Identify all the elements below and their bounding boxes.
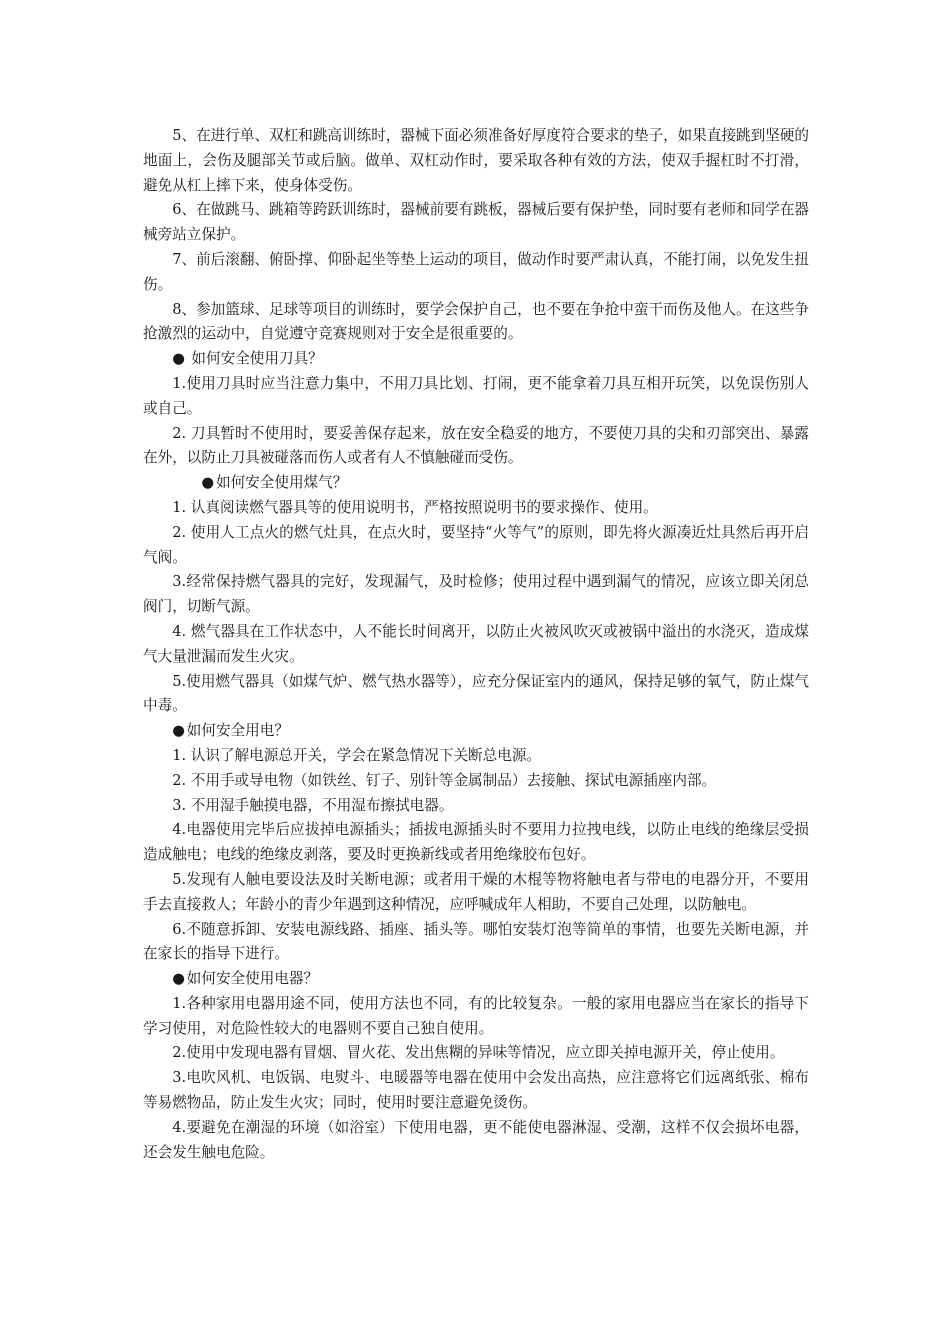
- heading-gas-text: 如何安全使用煤气？: [215, 474, 348, 492]
- document-body: [143, 124, 809, 1165]
- bullet-icon: ●: [201, 474, 215, 492]
- paragraph-gas-3: 3.经常保持燃气器具的完好，发现漏气，及时检修；使用过程中遇到漏气的情况，应该立即关闭总阀门，切断气源。: [143, 573, 809, 616]
- paragraph-sports-5: 5、在进行单、双杠和跳高训练时，器械下面必须准备好厚度符合要求的垫子，如果直接跳到坚硬的地面上，会伤及腿部关节或后脑。做单、双杠动作时，要采取各种有效的方法，使双手握杠时不打滑，避免从杠上摔下来，使身体受伤。: [143, 127, 810, 194]
- paragraph-knives-2: 2. 刀具暂时不使用时，要妥善保存起来，放在安全稳妥的地方，不要使刀具的尖和刃部突出、暴露在外，以防止刀具被碰落而伤人或者有人不慎触碰而受伤。: [143, 424, 809, 467]
- heading-gas: [143, 471, 809, 496]
- paragraph-electricity-3: 3. 不用湿手触摸电器，不用湿布擦拭电器。: [172, 796, 454, 814]
- paragraph-gas-5: 5.使用燃气器具（如煤气炉、燃气热水器等），应充分保证室内的通风，保持足够的氧气，防止煤气中毒。: [143, 672, 809, 715]
- heading-knives-text: 如何安全使用刀具？: [186, 350, 323, 368]
- paragraph-electricity-1: 1. 认识了解电源总开关，学会在紧急情况下关断总电源。: [172, 746, 542, 764]
- paragraph-knives-1: 1.使用刀具时应当注意力集中，不用刀具比划、打闹，更不能拿着刀具互相开玩笑，以免误伤别人或自己。: [143, 374, 809, 417]
- paragraph-sports-6: 6、在做跳马、跳箱等跨跃训练时，器械前要有跳板，器械后要有保护垫，同时要有老师和同学在器械旁站立保护。: [143, 201, 810, 244]
- heading-electricity-text: 如何安全用电？: [186, 722, 289, 740]
- paragraph-appliances-1: 1.各种家用电器用途不同，使用方法也不同，有的比较复杂。一般的家用电器应当在家长的指导下学习使用，对危险性较大的电器则不要自己独自使用。: [143, 994, 809, 1037]
- paragraph-electricity-2: 2. 不用手或导电物（如铁丝、钉子、别针等金属制品）去接触、探试电源插座内部。: [172, 771, 717, 789]
- paragraph-sports-7: 7、前后滚翻、俯卧撑、仰卧起坐等垫上运动的项目，做动作时要严肃认真，不能打闹，以免发生扭伤。: [143, 250, 810, 293]
- heading-appliances: [143, 967, 809, 992]
- paragraph-electricity-4: 4.电器使用完毕后应拔掉电源插头；插拔电源插头时不要用力拉拽电线，以防止电线的绝缘层受损造成触电；电线的绝缘皮剥落，要及时更换新线或者用绝缘胶布包好。: [143, 821, 809, 864]
- paragraph-electricity-5: 5.发现有人触电要设法及时关断电源；或者用干燥的木棍等物将触电者与带电的电器分开，不要用手去直接救人；年龄小的青少年遇到这种情况，应呼喊成年人相助，不要自己处理，以防触电。: [143, 870, 809, 913]
- bullet-icon: ●: [172, 970, 185, 988]
- paragraph-appliances-3: 3.电吹风机、电饭锅、电熨斗、电暖器等电器在使用中会发出高热，应注意将它们远离纸张、棉布等易燃物品，防止发生火灾；同时，使用时要注意避免烫伤。: [143, 1069, 809, 1112]
- paragraph-appliances-2: 2.使用中发现电器有冒烟、冒火花、发出焦糊的异味等情况，应立即关掉电源开关，停止使用。: [172, 1044, 785, 1062]
- paragraph-gas-1: 1. 认真阅读燃气器具等的使用说明书，严格按照说明书的要求操作、使用。: [172, 498, 658, 516]
- heading-appliances-text: 如何安全使用电器？: [186, 970, 319, 988]
- bullet-icon: ●: [172, 722, 185, 740]
- heading-electricity: [143, 719, 809, 744]
- paragraph-sports-8: 8、参加篮球、足球等项目的训练时，要学会保护自己，也不要在争抢中蛮干而伤及他人。在这些争抢激烈的运动中，自觉遵守竞赛规则对于安全是很重要的。: [143, 300, 810, 343]
- bullet-icon: ●: [172, 350, 185, 368]
- paragraph-gas-2: 2. 使用人工点火的燃气灶具，在点火时，要坚持“火等气”的原则，即先将火源凑近灶具然后再开启气阀。: [143, 523, 809, 566]
- paragraph-gas-4: 4. 燃气器具在工作状态中，人不能长时间离开，以防止火被风吹灭或被锅中溢出的水浇灭，造成煤气大量泄漏而发生火灾。: [143, 622, 809, 665]
- paragraph-electricity-6: 6.不随意拆卸、安装电源线路、插座、插头等。哪怕安装灯泡等简单的事情，也要先关断电源，并在家长的指导下进行。: [143, 920, 809, 963]
- paragraph-appliances-4: 4.要避免在潮湿的环境（如浴室）下使用电器，更不能使电器淋湿、受潮，这样不仅会损坏电器，还会发生触电危险。: [143, 1118, 809, 1161]
- heading-knives: [143, 347, 809, 372]
